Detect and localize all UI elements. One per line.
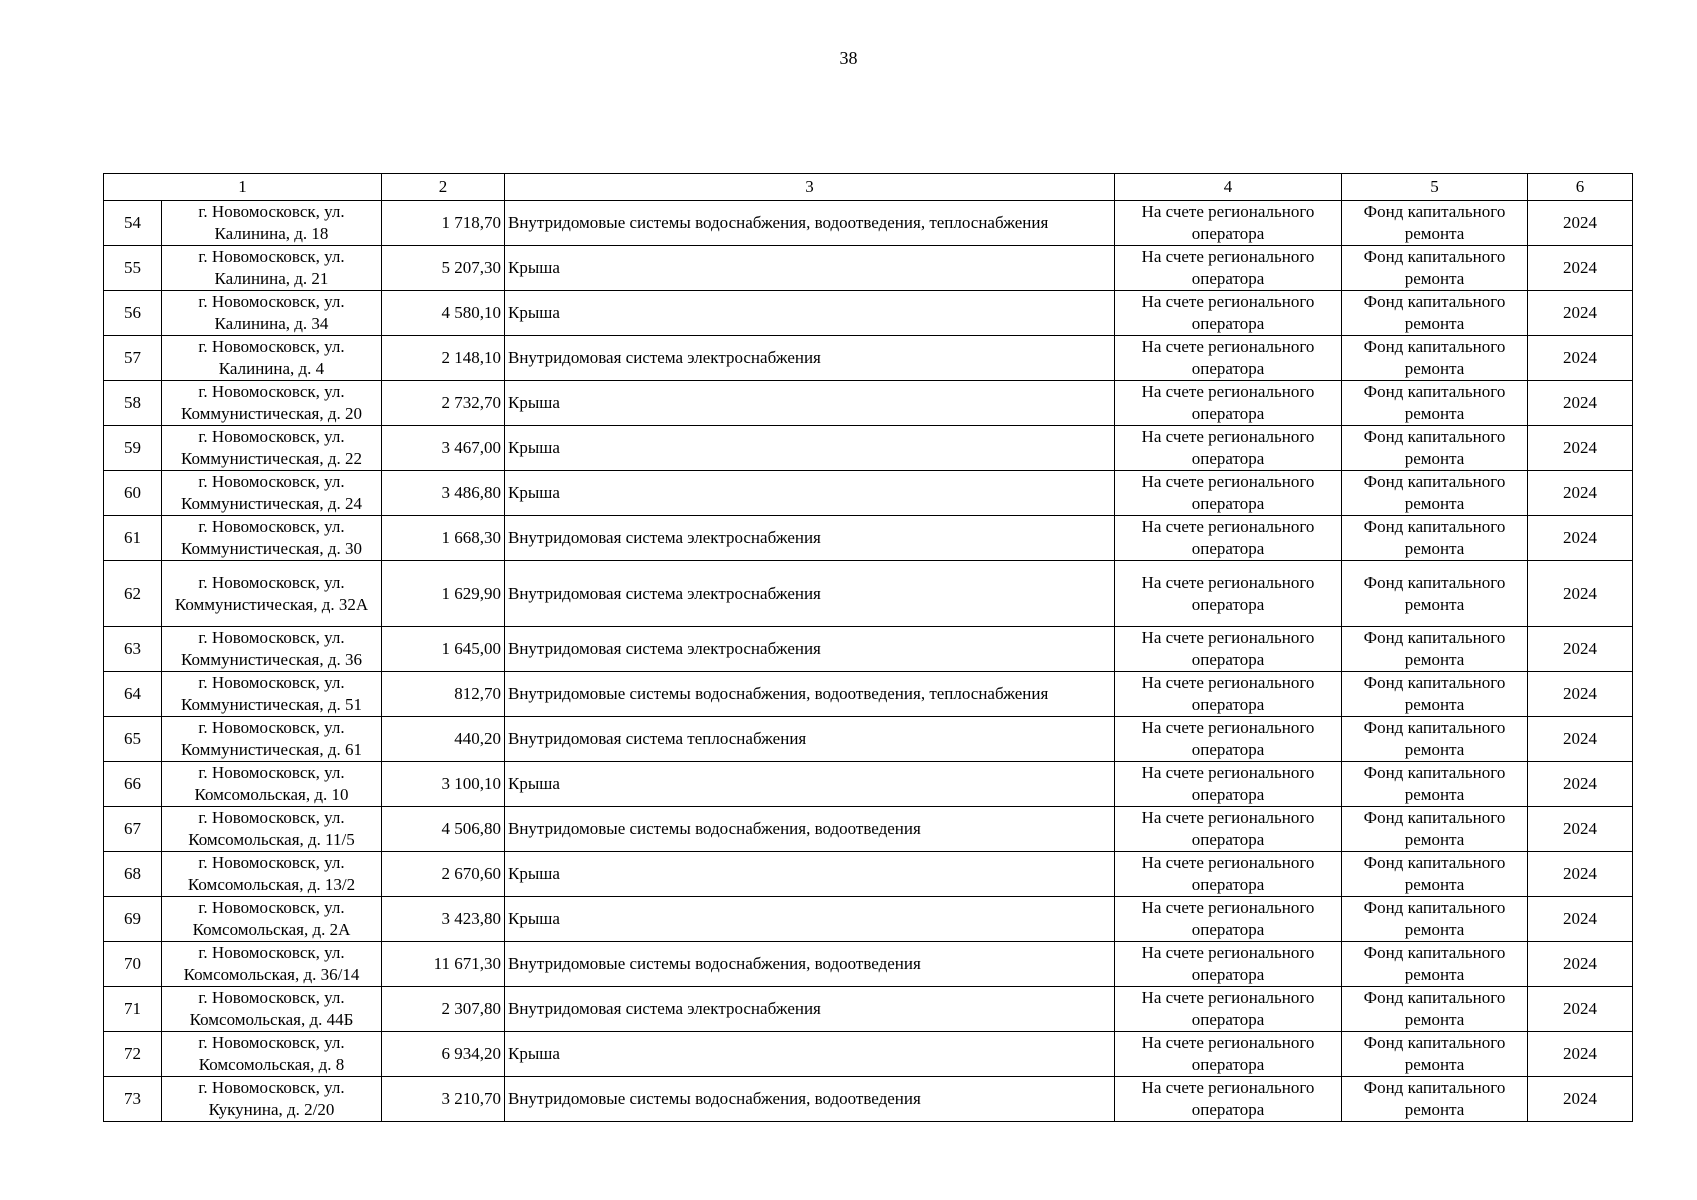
account-cell: [1115, 381, 1342, 426]
fund-line-2: ремонта: [1404, 359, 1465, 378]
row-number: 65: [104, 717, 162, 762]
fund-line-1: Фонд капитального: [1363, 853, 1506, 872]
address-street-line: Коммунистическая, д. 32А: [174, 594, 369, 614]
account-line-2: оператора: [1191, 269, 1265, 288]
work-type-cell: Внутридомовые системы водоснабжения, водоотведения: [505, 807, 1115, 852]
year-cell: 2024: [1528, 627, 1633, 672]
address-cell: [162, 897, 382, 942]
address-city-line: г. Новомосковск, ул.: [198, 472, 345, 491]
address-city-line: г. Новомосковск, ул.: [198, 202, 345, 221]
fund-line-1: Фонд капитального: [1363, 673, 1506, 692]
account-line-2: оператора: [1191, 695, 1265, 714]
address-street-line: Коммунистическая, д. 20: [180, 404, 363, 423]
account-line-1: На счете регионального: [1141, 673, 1315, 692]
fund-line-2: ремонта: [1404, 650, 1465, 669]
area-cell: 3 100,10: [382, 762, 505, 807]
address-cell: [162, 672, 382, 717]
table-row: [104, 246, 1633, 291]
fund-cell: [1342, 516, 1528, 561]
work-type-cell: Крыша: [505, 246, 1115, 291]
account-line-1: На счете регионального: [1141, 382, 1315, 401]
account-cell: [1115, 942, 1342, 987]
account-line-2: оператора: [1191, 740, 1265, 759]
table-row: [104, 381, 1633, 426]
address-city-line: г. Новомосковск, ул.: [198, 427, 345, 446]
address-street-line: Калинина, д. 18: [214, 224, 329, 243]
address-street-line: Коммунистическая, д. 61: [180, 740, 363, 759]
fund-line-1: Фонд капитального: [1363, 382, 1506, 401]
fund-cell: [1342, 381, 1528, 426]
address-street-line: Комсомольская, д. 13/2: [187, 875, 356, 894]
row-number: 71: [104, 987, 162, 1032]
work-type-cell: Внутридомовая система электроснабжения: [505, 561, 1115, 627]
table-row: [104, 807, 1633, 852]
table-row: [104, 627, 1633, 672]
fund-line-1: Фонд капитального: [1363, 988, 1506, 1007]
area-cell: 3 210,70: [382, 1077, 505, 1122]
column-header: 3: [505, 174, 1115, 201]
address-street-line: Комсомольская, д. 11/5: [188, 830, 355, 849]
fund-line-2: ремонта: [1404, 830, 1465, 849]
work-type-cell: Внутридомовая система электроснабжения: [505, 336, 1115, 381]
area-cell: 2 732,70: [382, 381, 505, 426]
row-number: 64: [104, 672, 162, 717]
row-number: 59: [104, 426, 162, 471]
work-type-cell: Крыша: [505, 897, 1115, 942]
work-type-cell: Внутридомовая система теплоснабжения: [505, 717, 1115, 762]
area-cell: 440,20: [382, 717, 505, 762]
work-type-cell: Внутридомовые системы водоснабжения, водоотведения: [505, 942, 1115, 987]
account-line-1: На счете регионального: [1141, 572, 1315, 592]
table-row: [104, 426, 1633, 471]
fund-line-2: ремонта: [1404, 740, 1465, 759]
address-street-line: Коммунистическая, д. 36: [180, 650, 363, 669]
fund-line-2: ремонта: [1404, 1055, 1465, 1074]
table-row: [104, 897, 1633, 942]
account-line-1: На счете регионального: [1141, 202, 1315, 221]
address-street-line: Комсомольская, д. 44Б: [189, 1010, 354, 1029]
area-cell: 2 307,80: [382, 987, 505, 1032]
account-line-1: На счете регионального: [1141, 472, 1315, 491]
row-number: 72: [104, 1032, 162, 1077]
year-cell: 2024: [1528, 291, 1633, 336]
address-street-line: Кукунина, д. 2/20: [208, 1100, 335, 1119]
area-cell: 11 671,30: [382, 942, 505, 987]
account-cell: [1115, 1032, 1342, 1077]
area-cell: 1 668,30: [382, 516, 505, 561]
account-cell: [1115, 627, 1342, 672]
table-row: [104, 291, 1633, 336]
fund-cell: [1342, 561, 1528, 627]
account-cell: [1115, 897, 1342, 942]
address-cell: [162, 717, 382, 762]
account-line-1: На счете регионального: [1141, 1078, 1315, 1097]
fund-line-2: ремонта: [1404, 1010, 1465, 1029]
account-cell: [1115, 762, 1342, 807]
fund-cell: [1342, 627, 1528, 672]
account-line-2: оператора: [1191, 920, 1265, 939]
address-street-line: Калинина, д. 21: [214, 269, 329, 288]
address-city-line: г. Новомосковск, ул.: [198, 718, 345, 737]
address-city-line: г. Новомосковск, ул.: [198, 1078, 345, 1097]
year-cell: 2024: [1528, 471, 1633, 516]
account-line-2: оператора: [1191, 494, 1265, 513]
account-line-2: оператора: [1191, 965, 1265, 984]
work-type-cell: Крыша: [505, 1032, 1115, 1077]
address-cell: [162, 1032, 382, 1077]
address-city-line: г. Новомосковск, ул.: [198, 382, 345, 401]
account-line-2: оператора: [1191, 875, 1265, 894]
address-city-line: г. Новомосковск, ул.: [198, 763, 345, 782]
address-cell: [162, 987, 382, 1032]
table-row: [104, 987, 1633, 1032]
work-type-cell: Внутридомовая система электроснабжения: [505, 627, 1115, 672]
row-number: 54: [104, 201, 162, 246]
account-line-2: оператора: [1191, 449, 1265, 468]
address-street-line: Коммунистическая, д. 22: [180, 449, 363, 468]
fund-line-1: Фонд капитального: [1363, 427, 1506, 446]
row-number: 68: [104, 852, 162, 897]
area-cell: 1 718,70: [382, 201, 505, 246]
fund-line-1: Фонд капитального: [1363, 1033, 1506, 1052]
year-cell: 2024: [1528, 807, 1633, 852]
row-number: 57: [104, 336, 162, 381]
table-row: [104, 1077, 1633, 1122]
account-cell: [1115, 1077, 1342, 1122]
year-cell: 2024: [1528, 561, 1633, 627]
fund-cell: [1342, 1032, 1528, 1077]
fund-line-2: ремонта: [1404, 594, 1465, 614]
table-row: [104, 561, 1633, 627]
row-number: 60: [104, 471, 162, 516]
column-header: 5: [1342, 174, 1528, 201]
work-type-cell: Внутридомовая система электроснабжения: [505, 987, 1115, 1032]
fund-line-2: ремонта: [1404, 224, 1465, 243]
address-cell: [162, 1077, 382, 1122]
fund-line-1: Фонд капитального: [1363, 202, 1506, 221]
year-cell: 2024: [1528, 762, 1633, 807]
account-line-2: оператора: [1191, 785, 1265, 804]
account-cell: [1115, 201, 1342, 246]
fund-cell: [1342, 942, 1528, 987]
account-cell: [1115, 807, 1342, 852]
row-number: 56: [104, 291, 162, 336]
row-number: 62: [104, 561, 162, 627]
year-cell: 2024: [1528, 381, 1633, 426]
account-cell: [1115, 516, 1342, 561]
year-cell: 2024: [1528, 987, 1633, 1032]
fund-line-1: Фонд капитального: [1363, 943, 1506, 962]
fund-line-1: Фонд капитального: [1363, 337, 1506, 356]
table-row: [104, 1032, 1633, 1077]
account-line-1: На счете регионального: [1141, 292, 1315, 311]
fund-line-1: Фонд капитального: [1363, 472, 1506, 491]
account-line-1: На счете регионального: [1141, 427, 1315, 446]
address-cell: [162, 762, 382, 807]
account-line-2: оператора: [1191, 404, 1265, 423]
area-cell: 2 148,10: [382, 336, 505, 381]
address-street-line: Комсомольская, д. 2А: [192, 920, 351, 939]
address-city-line: г. Новомосковск, ул.: [198, 628, 345, 647]
address-cell: [162, 942, 382, 987]
year-cell: 2024: [1528, 717, 1633, 762]
year-cell: 2024: [1528, 672, 1633, 717]
fund-line-2: ремонта: [1404, 1100, 1465, 1119]
address-cell: [162, 426, 382, 471]
table-row: [104, 516, 1633, 561]
row-number: 73: [104, 1077, 162, 1122]
account-line-2: оператора: [1191, 650, 1265, 669]
address-city-line: г. Новомосковск, ул.: [198, 517, 345, 536]
address-street-line: Калинина, д. 4: [218, 359, 325, 378]
fund-line-1: Фонд капитального: [1363, 292, 1506, 311]
address-street-line: Комсомольская, д. 36/14: [183, 965, 360, 984]
fund-cell: [1342, 1077, 1528, 1122]
address-city-line: г. Новомосковск, ул.: [198, 943, 345, 962]
work-type-cell: Внутридомовые системы водоснабжения, водоотведения, теплоснабжения: [505, 201, 1115, 246]
address-street-line: Комсомольская, д. 10: [194, 785, 349, 804]
fund-cell: [1342, 201, 1528, 246]
address-cell: [162, 471, 382, 516]
address-cell: [162, 852, 382, 897]
fund-cell: [1342, 762, 1528, 807]
account-cell: [1115, 336, 1342, 381]
account-cell: [1115, 672, 1342, 717]
year-cell: 2024: [1528, 1032, 1633, 1077]
account-line-2: оператора: [1191, 224, 1265, 243]
area-cell: 3 467,00: [382, 426, 505, 471]
year-cell: 2024: [1528, 942, 1633, 987]
work-type-cell: Внутридомовые системы водоснабжения, водоотведения, теплоснабжения: [505, 672, 1115, 717]
address-city-line: г. Новомосковск, ул.: [198, 988, 345, 1007]
table-body: [104, 201, 1633, 1122]
address-cell: [162, 807, 382, 852]
work-type-cell: Крыша: [505, 852, 1115, 897]
fund-cell: [1342, 897, 1528, 942]
fund-line-1: Фонд капитального: [1363, 517, 1506, 536]
address-city-line: г. Новомосковск, ул.: [198, 853, 345, 872]
row-number: 63: [104, 627, 162, 672]
address-city-line: г. Новомосковск, ул.: [198, 247, 345, 266]
fund-line-1: Фонд капитального: [1363, 572, 1506, 592]
table-row: [104, 852, 1633, 897]
fund-line-2: ремонта: [1404, 404, 1465, 423]
account-line-1: На счете регионального: [1141, 943, 1315, 962]
area-cell: 5 207,30: [382, 246, 505, 291]
table-row: [104, 471, 1633, 516]
account-line-1: На счете регионального: [1141, 853, 1315, 872]
account-line-1: На счете регионального: [1141, 763, 1315, 782]
year-cell: 2024: [1528, 516, 1633, 561]
fund-line-2: ремонта: [1404, 785, 1465, 804]
address-city-line: г. Новомосковск, ул.: [198, 673, 345, 692]
year-cell: 2024: [1528, 426, 1633, 471]
fund-line-2: ремонта: [1404, 539, 1465, 558]
table-row: [104, 762, 1633, 807]
address-city-line: г. Новомосковск, ул.: [198, 292, 345, 311]
fund-line-1: Фонд капитального: [1363, 1078, 1506, 1097]
account-line-1: На счете регионального: [1141, 898, 1315, 917]
fund-line-1: Фонд капитального: [1363, 247, 1506, 266]
address-city-line: г. Новомосковск, ул.: [198, 898, 345, 917]
fund-cell: [1342, 987, 1528, 1032]
account-line-2: оператора: [1191, 314, 1265, 333]
account-line-2: оператора: [1191, 539, 1265, 558]
area-cell: 1 629,90: [382, 561, 505, 627]
account-line-2: оператора: [1191, 1100, 1265, 1119]
fund-line-2: ремонта: [1404, 449, 1465, 468]
fund-line-1: Фонд капитального: [1363, 808, 1506, 827]
address-city-line: г. Новомосковск, ул.: [198, 337, 345, 356]
area-cell: 6 934,20: [382, 1032, 505, 1077]
row-number: 70: [104, 942, 162, 987]
work-type-cell: Крыша: [505, 381, 1115, 426]
address-cell: [162, 516, 382, 561]
fund-cell: [1342, 672, 1528, 717]
address-street-line: Комсомольская, д. 8: [198, 1055, 345, 1074]
table-row: [104, 942, 1633, 987]
year-cell: 2024: [1528, 852, 1633, 897]
account-line-2: оператора: [1191, 1055, 1265, 1074]
address-cell: [162, 381, 382, 426]
column-header: 4: [1115, 174, 1342, 201]
fund-line-2: ремонта: [1404, 269, 1465, 288]
fund-line-2: ремонта: [1404, 314, 1465, 333]
work-type-cell: Крыша: [505, 426, 1115, 471]
fund-line-2: ремонта: [1404, 920, 1465, 939]
address-cell: [162, 336, 382, 381]
fund-line-2: ремонта: [1404, 695, 1465, 714]
table-row: [104, 717, 1633, 762]
column-header: 1: [104, 174, 382, 201]
account-line-1: На счете регионального: [1141, 808, 1315, 827]
address-cell: [162, 246, 382, 291]
year-cell: 2024: [1528, 897, 1633, 942]
account-cell: [1115, 987, 1342, 1032]
work-type-cell: Внутридомовые системы водоснабжения, водоотведения: [505, 1077, 1115, 1122]
account-line-2: оператора: [1191, 1010, 1265, 1029]
year-cell: 2024: [1528, 1077, 1633, 1122]
account-line-2: оператора: [1191, 830, 1265, 849]
account-cell: [1115, 426, 1342, 471]
row-number: 58: [104, 381, 162, 426]
account-line-1: На счете регионального: [1141, 517, 1315, 536]
area-cell: 4 506,80: [382, 807, 505, 852]
column-header: 2: [382, 174, 505, 201]
address-cell: [162, 561, 382, 627]
row-number: 55: [104, 246, 162, 291]
account-cell: [1115, 561, 1342, 627]
work-type-cell: Крыша: [505, 762, 1115, 807]
address-cell: [162, 201, 382, 246]
fund-line-2: ремонта: [1404, 494, 1465, 513]
account-line-1: На счете регионального: [1141, 628, 1315, 647]
table-row: [104, 336, 1633, 381]
work-type-cell: Крыша: [505, 471, 1115, 516]
address-street-line: Калинина, д. 34: [214, 314, 329, 333]
year-cell: 2024: [1528, 201, 1633, 246]
account-line-2: оператора: [1191, 594, 1265, 614]
account-cell: [1115, 246, 1342, 291]
page-number: 38: [839, 48, 858, 68]
row-number: 61: [104, 516, 162, 561]
account-line-1: На счете регионального: [1141, 247, 1315, 266]
account-cell: [1115, 471, 1342, 516]
year-cell: 2024: [1528, 336, 1633, 381]
area-cell: 3 423,80: [382, 897, 505, 942]
fund-line-1: Фонд капитального: [1363, 718, 1506, 737]
fund-cell: [1342, 852, 1528, 897]
fund-cell: [1342, 246, 1528, 291]
fund-line-2: ремонта: [1404, 965, 1465, 984]
fund-line-2: ремонта: [1404, 875, 1465, 894]
area-cell: 3 486,80: [382, 471, 505, 516]
account-line-1: На счете регионального: [1141, 1033, 1315, 1052]
fund-cell: [1342, 807, 1528, 852]
fund-line-1: Фонд капитального: [1363, 763, 1506, 782]
address-city-line: г. Новомосковск, ул.: [198, 572, 345, 592]
account-line-1: На счете регионального: [1141, 718, 1315, 737]
fund-cell: [1342, 336, 1528, 381]
fund-cell: [1342, 717, 1528, 762]
year-cell: 2024: [1528, 246, 1633, 291]
fund-cell: [1342, 426, 1528, 471]
table-row: [104, 201, 1633, 246]
account-cell: [1115, 852, 1342, 897]
address-street-line: Коммунистическая, д. 51: [180, 695, 363, 714]
column-header: 6: [1528, 174, 1633, 201]
account-line-1: На счете регионального: [1141, 988, 1315, 1007]
account-line-1: На счете регионального: [1141, 337, 1315, 356]
address-city-line: г. Новомосковск, ул.: [198, 808, 345, 827]
fund-line-1: Фонд капитального: [1363, 628, 1506, 647]
fund-cell: [1342, 291, 1528, 336]
area-cell: 1 645,00: [382, 627, 505, 672]
table-row: [104, 672, 1633, 717]
row-number: 67: [104, 807, 162, 852]
account-line-2: оператора: [1191, 359, 1265, 378]
account-cell: [1115, 291, 1342, 336]
work-type-cell: Внутридомовая система электроснабжения: [505, 516, 1115, 561]
column-number-row: [104, 174, 1633, 201]
row-number: 69: [104, 897, 162, 942]
address-cell: [162, 291, 382, 336]
area-cell: 812,70: [382, 672, 505, 717]
fund-cell: [1342, 471, 1528, 516]
row-number: 66: [104, 762, 162, 807]
address-cell: [162, 627, 382, 672]
account-cell: [1115, 717, 1342, 762]
address-street-line: Коммунистическая, д. 24: [180, 494, 363, 513]
address-city-line: г. Новомосковск, ул.: [198, 1033, 345, 1052]
area-cell: 2 670,60: [382, 852, 505, 897]
fund-line-1: Фонд капитального: [1363, 898, 1506, 917]
address-street-line: Коммунистическая, д. 30: [180, 539, 363, 558]
area-cell: 4 580,10: [382, 291, 505, 336]
repair-program-table: [103, 173, 1633, 1122]
work-type-cell: Крыша: [505, 291, 1115, 336]
